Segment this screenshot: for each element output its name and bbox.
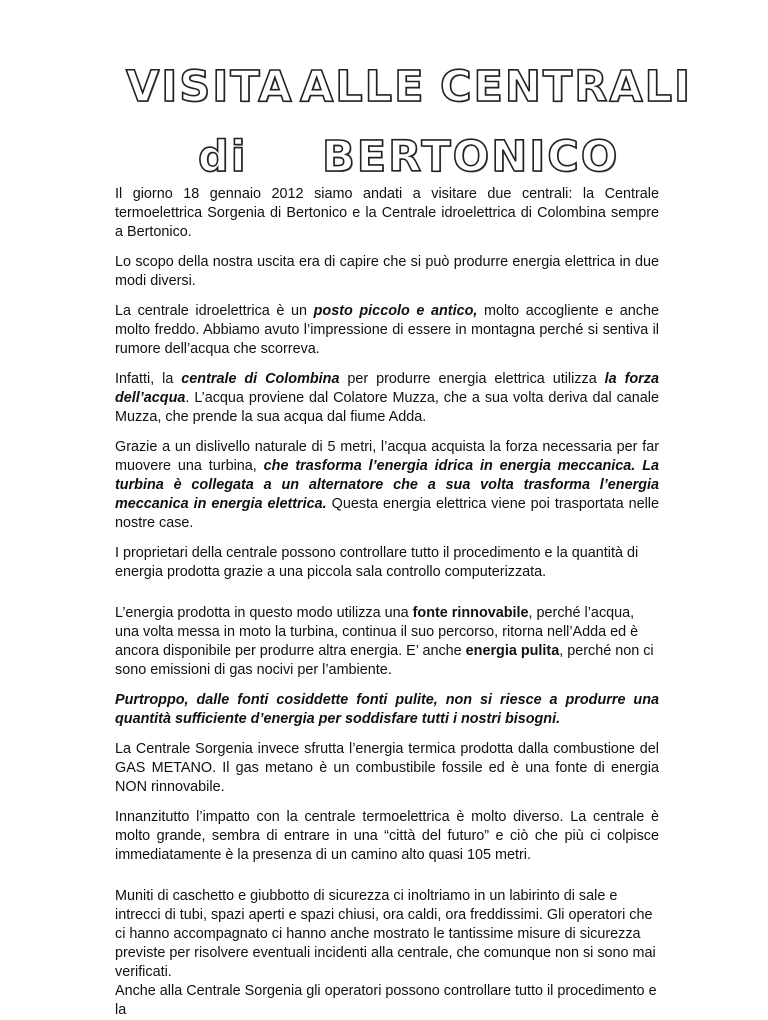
title-word-di: di [198,132,248,182]
paragraph-control-room: I proprietari della centrale possono controllare tutto il procedimento e la quantità di energia prodotta grazie a una piccola sala controllo computerizzata. [115,545,639,580]
paragraph-safety-tour: Muniti di caschetto e giubbotto di sicurezza ci inoltriamo in un labirinto di sale e intrecci di tubi, spazi aperti e spazi chiusi, ora caldi, ora freddissimi. Gli operatori che ci hanno accompagnato ci hanno anche mostrato le tantissime misure di sicurezza previste per risolvere eventuali incidenti alla centrale, che comunque non si sono mai verificati. [115,888,656,980]
title-line-1 [0,62,768,122]
paragraph-hydro-description: La centrale idroelettrica è un posto piccolo e antico, molto accogliente e anche molto freddo. Abbiamo avuto l’impressione di essere in montagna perché si sentiva il rumore dell’acqua che scorreva. [115,303,660,357]
title-word-alle: ALLE [300,62,426,112]
title-word-centrali: CENTRALI [440,62,693,112]
paragraph-renewable: L’energia prodotta in questo modo utilizza una fonte rinnovabile, perché l’acqua, una volta messa in moto la turbina, continua il suo percorso, ritorna nell’Adda ed è ancora disponibile per produrre altra energia. E’ anche energia pulita, perché non ci sono emissioni di gas nocivi per l’ambiente. [115,605,654,678]
paragraph-clean-sources: Purtroppo, dalle fonti cosiddette fonti pulite, non si riesce a produrre una quantità sufficiente d’energia per soddisfare tutti i nostri bisogni. [115,692,659,727]
paragraph-water-force: Infatti, la centrale di Colombina per produrre energia elettrica utilizza la forza dell’acqua. L’acqua proviene dal Colatore Muzza, che a sua volta deriva dal canale Muzza, che prende la sua acqua dal fiume Adda. [115,371,659,425]
paragraph-thermo-impact: Innanzitutto l’impatto con la centrale termoelettrica è molto diverso. La centrale è molto grande, sembra di entrare in una “città del futuro” e ciò che più ci colpisce immediatamente è la presenza di un camino alto quasi 105 metri. [115,809,659,863]
paragraph-purpose: Lo scopo della nostra uscita era di capire che si può produrre energia elettrica in due modi diversi. [115,254,659,289]
title-line-2 [0,132,768,192]
paragraph-sorgenia-control: Anche alla Centrale Sorgenia gli operatori possono controllare tutto il procedimento e la [115,983,657,1018]
title-word-visita: VISITA [126,62,294,112]
paragraph-intro: Il giorno 18 gennaio 2012 siamo andati a visitare due centrali: la Centrale termoelettrica Sorgenia di Bertonico e la Centrale idroelettrica di Colombina sempre a Bertonico. [115,186,659,240]
document-body [115,185,659,1020]
paragraph-turbine: Grazie a un dislivello naturale di 5 metri, l’acqua acquista la forza necessaria per far muovere una turbina, che trasforma l’energia idrica in energia meccanica. La turbina è collegata a un alternatore che a sua volta trasforma l’energia meccanica in energia elettrica. Questa energia elettrica viene poi trasportata nelle nostre case. [115,439,659,531]
title-word-bertonico: BERTONICO [322,132,620,182]
paragraph-sorgenia-methane: La Centrale Sorgenia invece sfrutta l’energia termica prodotta dalla combustione del GAS METANO. Il gas metano è un combustibile fossile ed è una fonte di energia NON rinnovabile. [115,741,659,795]
